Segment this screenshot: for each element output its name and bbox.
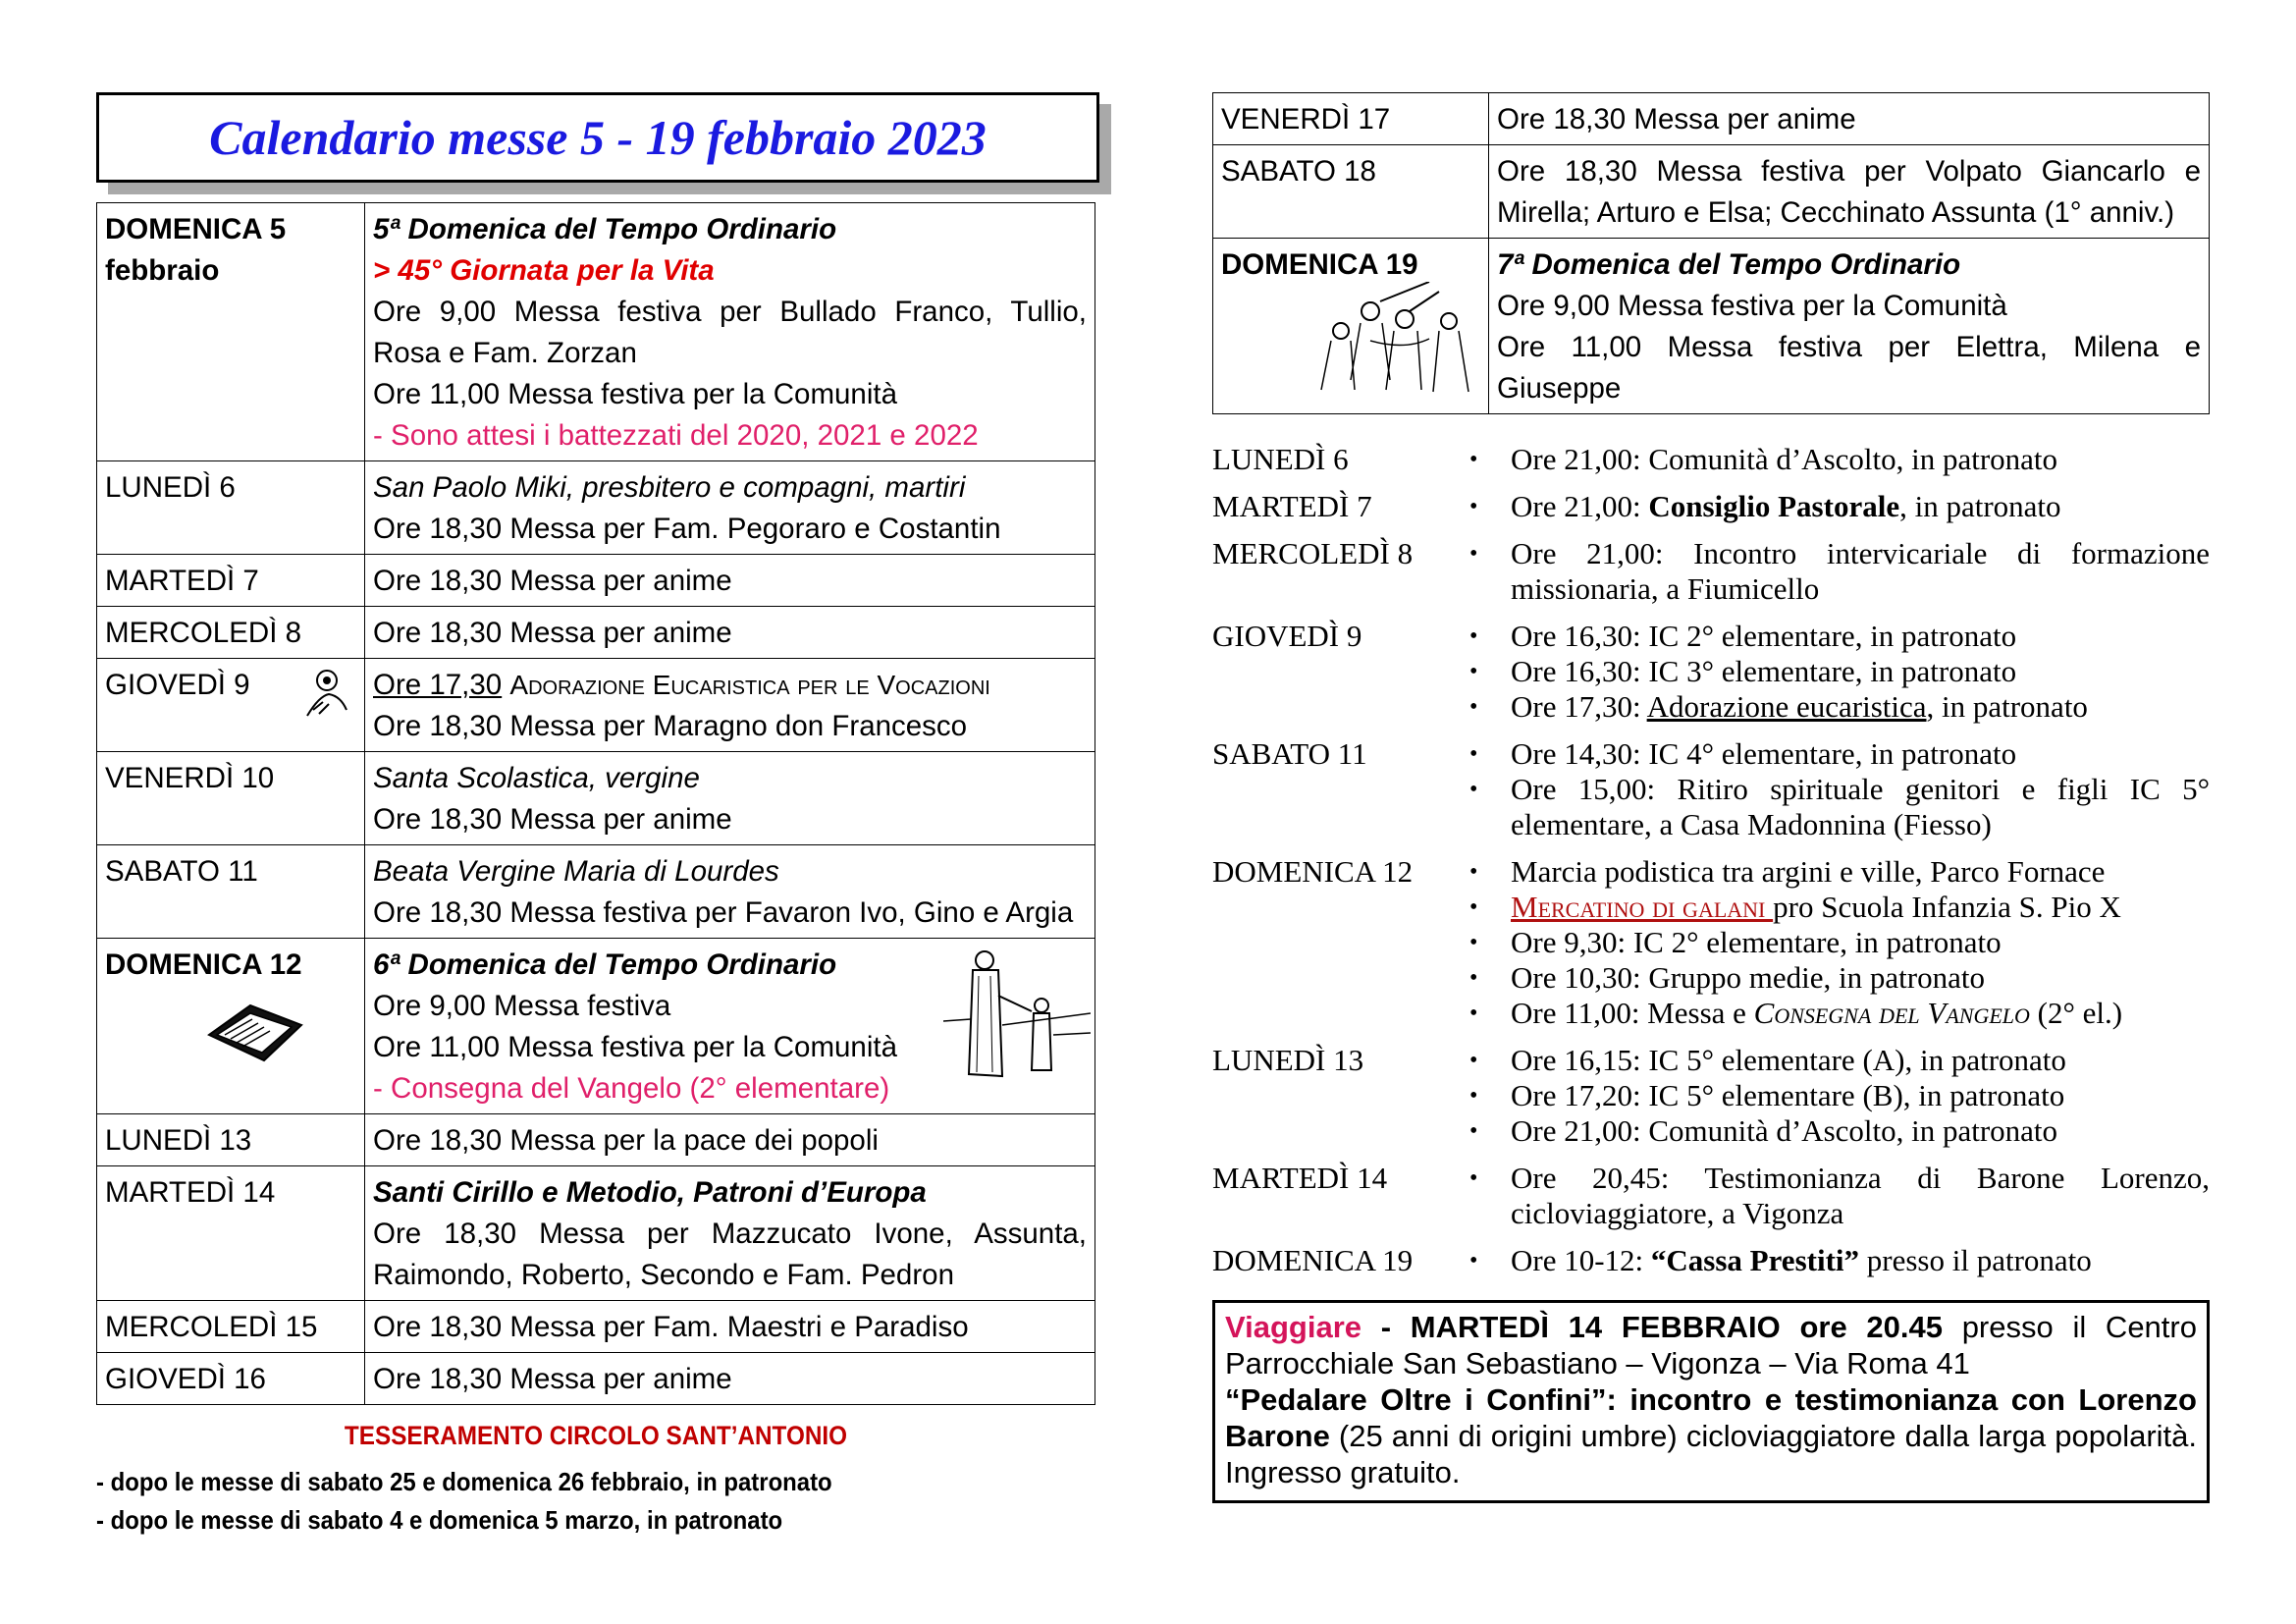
table-row: [97, 607, 1095, 659]
mass-calendar-table-continued: [1212, 92, 2210, 414]
table-row: [97, 1301, 1095, 1353]
events-cell: Ore 18,30 Messa per la pace dei popoli: [365, 1114, 1095, 1166]
table-row: [97, 461, 1095, 555]
title-box: [96, 92, 1099, 183]
events-cell: 5ª Domenica del Tempo Ordinario > 45° Giornata per la Vita Ore 9,00 Messa festiva per Bullado Franco, Tullio, Rosa e Fam. Zorzan Ore 11,00 Messa festiva per la Comunità - Sono attesi i battezzati del 2020, 2021 e 2022: [365, 203, 1095, 461]
events-cell: Ore 18,30 Messa per Fam. Maestri e Paradiso: [365, 1301, 1095, 1353]
agenda-day: LUNEDÌ 13: [1212, 1043, 1364, 1077]
table-row: [97, 1114, 1095, 1166]
day-cell: SABATO 18: [1213, 145, 1489, 239]
list-item: • Ore 16,15: IC 5° elementare (A), in patronato: [1469, 1043, 2210, 1078]
list-item: • Ore 21,00: Incontro intervicariale di formazione missionaria, a Fiumicello: [1469, 536, 2210, 607]
events-cell: Beata Vergine Maria di Lourdes Ore 18,30 Messa festiva per Favaron Ivo, Gino e Argia: [365, 845, 1095, 939]
list-item: • Ore 16,30: IC 2° elementare, in patronato: [1469, 619, 2210, 654]
day-cell: DOMENICA 12: [97, 939, 365, 1114]
events-cell: Ore 17,30 Adorazione Eucaristica per le Vocazioni Ore 18,30 Messa per Maragno don Francesco: [365, 659, 1095, 752]
table-row: [97, 203, 1095, 461]
list-item: • Ore 17,20: IC 5° elementare (B), in patronato: [1469, 1078, 2210, 1113]
events-cell: Ore 18,30 Messa per anime: [365, 607, 1095, 659]
agenda-row: [1212, 1243, 2210, 1278]
agenda-list: [1469, 854, 2210, 1031]
list-item: • Ore 9,30: IC 2° elementare, in patronato: [1469, 925, 2210, 960]
list-item: • Ore 14,30: IC 4° elementare, in patronato: [1469, 736, 2210, 772]
list-item: • Ore 10,30: Gruppo medie, in patronato: [1469, 960, 2210, 996]
day-cell: SABATO 11: [97, 845, 365, 939]
table-row: [1213, 239, 2210, 414]
table-row: [97, 555, 1095, 607]
day-cell: DOMENICA 19: [1213, 239, 1489, 414]
list-item: • Ore 21,00: Comunità d’Ascolto, in patronato: [1469, 442, 2210, 477]
agenda-list: [1469, 489, 2210, 524]
day-cell: VENERDÌ 17: [1213, 93, 1489, 145]
agenda-row: [1212, 854, 2210, 1031]
day-cell: VENERDÌ 10: [97, 752, 365, 845]
tesseramento-heading: TESSERAMENTO CIRCOLO SANT’ANTONIO: [344, 1421, 848, 1450]
page-title: Calendario messe 5 - 19 febbraio 2023: [209, 110, 987, 165]
agenda-day: DOMENICA 19: [1212, 1243, 1414, 1277]
list-item: • Ore 20,45: Testimonianza di Barone Lorenzo, cicloviaggiatore, a Vigonza: [1469, 1161, 2210, 1231]
agenda-row: [1212, 736, 2210, 842]
agenda-list: [1469, 736, 2210, 842]
agenda-list: [1469, 536, 2210, 607]
events-cell: Ore 18,30 Messa per anime: [365, 1353, 1095, 1405]
table-row: [97, 659, 1095, 752]
agenda-list: [1469, 442, 2210, 477]
agenda-day: MARTEDÌ 14: [1212, 1161, 1388, 1195]
tesseramento-line: - dopo le messe di sabato 25 e domenica 26 febbraio, in patronato: [96, 1467, 832, 1496]
table-row: [97, 1353, 1095, 1405]
events-cell: Santa Scolastica, vergine Ore 18,30 Messa per anime: [365, 752, 1095, 845]
apostles-illustration: [1311, 282, 1478, 400]
agenda-day: LUNEDÌ 6: [1212, 442, 1349, 476]
weekly-agenda: [1212, 442, 2210, 1278]
events-cell: Ore 18,30 Messa per anime: [1489, 93, 2210, 145]
list-item: • Mercatino di galani pro Scuola Infanzia S. Pio X: [1469, 890, 2210, 925]
events-cell: 6ª Domenica del Tempo Ordinario Ore 9,00 Messa festiva Ore 11,00 Messa festiva per la Comunità - Consegna del Vangelo (2° elementare): [365, 939, 1095, 1114]
agenda-day: DOMENICA 12: [1212, 854, 1414, 889]
list-item: • Ore 10-12: “Cassa Prestiti” presso il patronato: [1469, 1243, 2210, 1278]
table-row: [1213, 145, 2210, 239]
day-cell: MERCOLEDÌ 8: [97, 607, 365, 659]
list-item: • Ore 16,30: IC 3° elementare, in patronato: [1469, 654, 2210, 689]
agenda-row: [1212, 442, 2210, 477]
right-column: [1212, 92, 2210, 1503]
monstrance-icon: [299, 667, 354, 722]
mercatino-link[interactable]: Mercatino di galani: [1511, 890, 1774, 924]
list-item: • Marcia podistica tra argini e ville, Parco Fornace: [1469, 854, 2210, 890]
list-item: • Ore 21,00: Comunità d’Ascolto, in patronato: [1469, 1113, 2210, 1149]
mass-calendar-table: [96, 202, 1095, 1405]
day-cell: MARTEDÌ 14: [97, 1166, 365, 1301]
agenda-list: [1469, 619, 2210, 725]
day-cell: GIOVEDÌ 9: [97, 659, 365, 752]
list-item: • Ore 21,00: Consiglio Pastorale, in patronato: [1469, 489, 2210, 524]
day-cell: LUNEDÌ 6: [97, 461, 365, 555]
events-cell: Ore 18,30 Messa per anime: [365, 555, 1095, 607]
agenda-row: [1212, 619, 2210, 725]
list-item: • Ore 15,00: Ritiro spirituale genitori e figli IC 5° elementare, a Casa Madonnina (Fiesso): [1469, 772, 2210, 842]
agenda-row: [1212, 536, 2210, 607]
table-row: [1213, 93, 2210, 145]
day-cell: MARTEDÌ 7: [97, 555, 365, 607]
gospel-book-icon: [205, 996, 307, 1068]
table-row: [97, 1166, 1095, 1301]
table-row: [97, 752, 1095, 845]
agenda-day: SABATO 11: [1212, 736, 1367, 771]
agenda-day: MARTEDÌ 7: [1212, 489, 1372, 523]
day-cell: GIOVEDÌ 16: [97, 1353, 365, 1405]
agenda-day: GIOVEDÌ 9: [1212, 619, 1362, 653]
day-cell: LUNEDÌ 13: [97, 1114, 365, 1166]
event-notice-box: Viaggiare - MARTEDÌ 14 FEBBRAIO ore 20.45 presso il Centro Parrocchiale San Sebastiano – Vigonza – Via Roma 41 “Pedalare Oltre i Confini”: incontro e testimonianza con Lorenzo Barone (25 anni di origini umbre) cicloviaggiatore dalla larga popolarità. Ingresso gratuito.: [1212, 1300, 2210, 1503]
agenda-row: [1212, 1043, 2210, 1149]
agenda-row: [1212, 1161, 2210, 1231]
agenda-list: [1469, 1043, 2210, 1149]
agenda-list: [1469, 1243, 2210, 1278]
jesus-child-illustration: [943, 947, 1091, 1084]
left-column: [96, 92, 1095, 1540]
list-item: • Ore 11,00: Messa e Consegna del Vangelo (2° el.): [1469, 996, 2210, 1031]
tesseramento-line: - dopo le messe di sabato 4 e domenica 5 marzo, in patronato: [96, 1505, 783, 1535]
table-row: [97, 939, 1095, 1114]
table-row: [97, 845, 1095, 939]
notice-title: Viaggiare: [1225, 1310, 1362, 1344]
day-cell: DOMENICA 5 febbraio: [97, 203, 365, 461]
events-cell: 7ª Domenica del Tempo Ordinario Ore 9,00 Messa festiva per la Comunità Ore 11,00 Messa festiva per Elettra, Milena e Giuseppe: [1489, 239, 2210, 414]
list-item: • Ore 17,30: Adorazione eucaristica, in patronato: [1469, 689, 2210, 725]
day-cell: MERCOLEDÌ 15: [97, 1301, 365, 1353]
agenda-row: [1212, 489, 2210, 524]
events-cell: Santi Cirillo e Metodio, Patroni d’Europa Ore 18,30 Messa per Mazzucato Ivone, Assunta, Raimondo, Roberto, Secondo e Fam. Pedron: [365, 1166, 1095, 1301]
events-cell: Ore 18,30 Messa festiva per Volpato Giancarlo e Mirella; Arturo e Elsa; Cecchinato Assunta (1° anniv.): [1489, 145, 2210, 239]
events-cell: San Paolo Miki, presbitero e compagni, martiri Ore 18,30 Messa per Fam. Pegoraro e Costantin: [365, 461, 1095, 555]
agenda-list: [1469, 1161, 2210, 1231]
agenda-day: MERCOLEDÌ 8: [1212, 536, 1414, 570]
tesseramento-section: [96, 1421, 1095, 1540]
